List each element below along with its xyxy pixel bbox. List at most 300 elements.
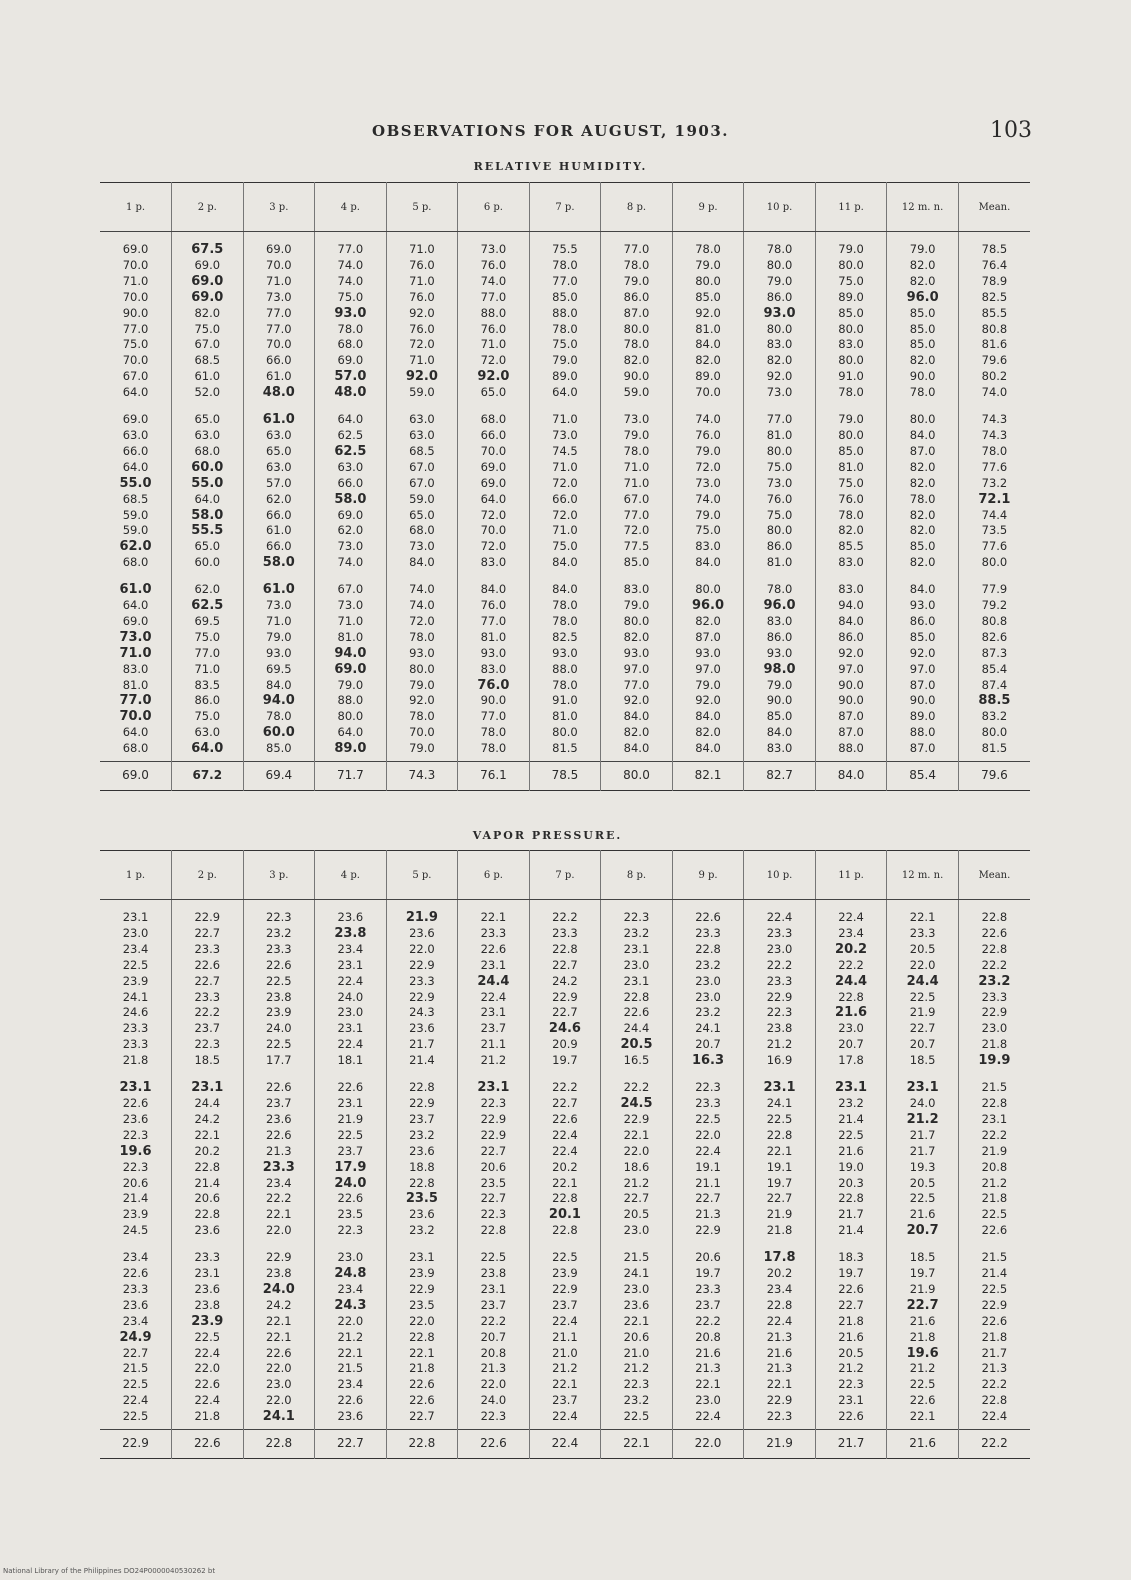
cell-value: 22.5 — [266, 973, 292, 988]
cell-value: 23.3 — [552, 925, 578, 940]
page-number: 103 — [990, 118, 1032, 143]
cell-value: 93.0 — [763, 305, 796, 321]
cell-value: 22.6 — [122, 1266, 149, 1281]
cell-value: 80.0 — [766, 523, 793, 538]
cell-value: 21.6 — [838, 1329, 864, 1344]
column-header: 2 p. — [172, 183, 244, 232]
mean-cell: 69.0 — [100, 762, 172, 791]
cell-value: 21.9 — [981, 1143, 1008, 1158]
cell-value: 22.0 — [409, 941, 435, 956]
cell-value: 22.1 — [766, 1143, 793, 1158]
cell-value: 22.6 — [981, 925, 1008, 940]
cell-value: 23.3 — [695, 925, 721, 940]
cell-value: 80.0 — [623, 321, 650, 336]
cell-value: 75.0 — [695, 523, 721, 538]
cell-value: 85.5 — [838, 539, 864, 554]
cell-value: 85.0 — [909, 337, 936, 352]
cell-value: 92.0 — [838, 645, 864, 660]
cell-value: 22.6 — [194, 1377, 221, 1392]
cell-value: 78.0 — [766, 582, 793, 597]
cell-value: 22.1 — [409, 1345, 435, 1360]
cell-value: 23.6 — [194, 1223, 221, 1238]
cell-value: 20.3 — [838, 1175, 864, 1190]
cell-value: 61.0 — [266, 523, 292, 538]
cell-value: 76.0 — [480, 598, 507, 613]
mean-cell: 84.0 — [815, 762, 887, 791]
mean-cell: 22.7 — [315, 1430, 387, 1459]
cell-value: 23.7 — [480, 1297, 507, 1312]
cell-value: 82.0 — [695, 613, 721, 628]
cell-value: 24.6 — [122, 1005, 149, 1020]
cell-value: 23.1 — [191, 1080, 224, 1096]
cell-value: 21.5 — [122, 1361, 149, 1376]
cell-value: 83.2 — [981, 709, 1008, 724]
cell-value: 61.0 — [194, 369, 221, 384]
cell-value: 79.0 — [838, 412, 864, 427]
cell-value: 79.0 — [766, 677, 793, 692]
table-cell — [315, 1243, 387, 1429]
cell-value: 21.8 — [981, 1037, 1008, 1052]
cell-value: 19.7 — [766, 1175, 793, 1190]
cell-value: 74.0 — [695, 491, 721, 506]
cell-value: 21.4 — [838, 1111, 864, 1126]
cell-value: 93.0 — [623, 645, 650, 660]
cell-value: 89.0 — [838, 289, 864, 304]
cell-value: 88.0 — [552, 305, 578, 320]
cell-value: 74.0 — [337, 257, 364, 272]
cell-value: 23.4 — [266, 1175, 292, 1190]
cell-value: 77.0 — [119, 693, 152, 709]
mean-cell: 79.6 — [958, 762, 1030, 791]
cell-value: 22.5 — [194, 1329, 221, 1344]
cell-value: 22.4 — [766, 910, 793, 924]
cell-value: 67.0 — [409, 459, 435, 474]
cell-value: 76.0 — [477, 677, 510, 693]
cell-value: 78.0 — [552, 677, 578, 692]
cell-value: 68.0 — [122, 555, 149, 570]
cell-value: 82.0 — [695, 725, 721, 740]
cell-value: 21.8 — [194, 1409, 221, 1424]
cell-value: 23.1 — [981, 1111, 1008, 1126]
cell-value: 22.0 — [695, 1127, 721, 1142]
table-cell — [458, 1243, 530, 1429]
cell-value: 73.0 — [409, 539, 435, 554]
cell-value: 23.1 — [835, 1080, 868, 1096]
cell-value: 22.5 — [480, 1250, 507, 1265]
cell-value: 75.0 — [122, 337, 149, 352]
cell-value: 23.1 — [623, 941, 650, 956]
cell-value: 74.0 — [695, 412, 721, 427]
cell-value: 64.0 — [122, 459, 149, 474]
cell-value: 22.8 — [409, 1329, 435, 1344]
cell-value: 80.0 — [552, 725, 578, 740]
cell-value: 22.2 — [552, 910, 578, 924]
table-cell — [887, 1243, 959, 1429]
cell-value: 23.5 — [337, 1207, 364, 1222]
cell-value: 82.5 — [981, 289, 1008, 304]
cell-value: 22.7 — [766, 1191, 793, 1206]
cell-value: 77.0 — [480, 289, 507, 304]
cell-value: 18.1 — [337, 1053, 364, 1068]
cell-value: 19.9 — [978, 1053, 1011, 1069]
column-header: 11 p. — [815, 851, 887, 900]
mean-cell: 82.1 — [672, 762, 744, 791]
mean-cell: 71.7 — [315, 762, 387, 791]
column-header: 4 p. — [315, 851, 387, 900]
cell-value: 21.9 — [405, 910, 438, 925]
cell-value: 20.5 — [909, 941, 936, 956]
cell-value: 70.0 — [122, 257, 149, 272]
cell-value: 21.3 — [766, 1329, 793, 1344]
cell-value: 59.0 — [409, 385, 435, 400]
cell-value: 84.0 — [623, 741, 650, 756]
cell-value: 69.0 — [122, 412, 149, 427]
page-title: OBSERVATIONS FOR AUGUST, 1903. — [372, 122, 730, 140]
cell-value: 23.7 — [266, 1095, 292, 1110]
table-cell — [386, 1073, 458, 1243]
cell-value: 71.0 — [623, 475, 650, 490]
cell-value: 81.0 — [766, 427, 793, 442]
cell-value: 82.0 — [766, 353, 793, 368]
table-cell — [958, 1073, 1030, 1243]
cell-value: 85.0 — [909, 539, 936, 554]
cell-value: 74.0 — [409, 598, 435, 613]
cell-value: 21.6 — [909, 1313, 936, 1328]
cell-value: 68.0 — [122, 741, 149, 756]
cell-value: 23.7 — [409, 1111, 435, 1126]
table-row — [100, 900, 1030, 1074]
cell-value: 22.7 — [552, 957, 578, 972]
cell-value: 21.8 — [409, 1361, 435, 1376]
cell-value: 22.1 — [266, 1207, 292, 1222]
cell-value: 68.0 — [337, 337, 364, 352]
cell-value: 21.8 — [838, 1313, 864, 1328]
cell-value: 79.2 — [981, 598, 1008, 613]
cell-value: 22.3 — [623, 910, 650, 924]
cell-value: 24.2 — [552, 973, 578, 988]
cell-value: 22.8 — [981, 910, 1008, 924]
cell-value: 87.0 — [838, 725, 864, 740]
cell-value: 23.4 — [337, 941, 364, 956]
cell-value: 80.0 — [695, 582, 721, 597]
cell-value: 22.0 — [266, 1393, 292, 1408]
table-cell — [100, 575, 172, 761]
cell-value: 71.0 — [122, 273, 149, 288]
cell-value: 66.0 — [122, 443, 149, 458]
cell-value: 22.8 — [552, 1223, 578, 1238]
relative-humidity-title: RELATIVE HUMIDITY. — [473, 160, 648, 173]
table-cell — [815, 232, 887, 406]
cell-value: 62.5 — [191, 598, 224, 614]
cell-value: 21.6 — [695, 1345, 721, 1360]
cell-value: 22.9 — [981, 1005, 1008, 1020]
cell-value: 22.7 — [409, 1409, 435, 1424]
table-cell — [601, 232, 673, 406]
cell-value: 72.0 — [480, 539, 507, 554]
cell-value: 21.4 — [194, 1175, 221, 1190]
cell-value: 87.0 — [623, 305, 650, 320]
cell-value: 78.0 — [981, 443, 1008, 458]
mean-cell: 76.1 — [458, 762, 530, 791]
cell-value: 22.6 — [337, 1080, 364, 1095]
mean-cell: 69.4 — [243, 762, 315, 791]
cell-value: 20.6 — [122, 1175, 149, 1190]
column-header: 4 p. — [315, 183, 387, 232]
cell-value: 19.6 — [119, 1143, 152, 1159]
cell-value: 88.0 — [337, 693, 364, 708]
cell-value: 81.0 — [695, 321, 721, 336]
cell-value: 22.3 — [766, 1409, 793, 1424]
cell-value: 22.9 — [766, 989, 793, 1004]
cell-value: 80.0 — [409, 661, 435, 676]
cell-value: 20.6 — [695, 1250, 721, 1265]
cell-value: 23.3 — [122, 1021, 149, 1036]
cell-value: 22.6 — [266, 1345, 292, 1360]
cell-value: 55.5 — [191, 523, 224, 539]
cell-value: 22.9 — [194, 910, 221, 924]
mean-cell: 22.6 — [172, 1430, 244, 1459]
cell-value: 89.0 — [909, 709, 936, 724]
column-header: 8 p. — [601, 183, 673, 232]
cell-value: 85.0 — [266, 741, 292, 756]
cell-value: 22.7 — [695, 1191, 721, 1206]
cell-value: 77.0 — [266, 321, 292, 336]
cell-value: 21.3 — [266, 1143, 292, 1158]
cell-value: 24.0 — [480, 1393, 507, 1408]
table-cell — [458, 405, 530, 575]
cell-value: 23.4 — [337, 1281, 364, 1296]
cell-value: 85.0 — [695, 289, 721, 304]
cell-value: 23.1 — [337, 1095, 364, 1110]
cell-value: 24.6 — [548, 1021, 581, 1037]
cell-value: 87.0 — [909, 677, 936, 692]
cell-value: 62.5 — [337, 427, 364, 442]
cell-value: 22.5 — [909, 1377, 936, 1392]
cell-value: 23.6 — [337, 1409, 364, 1424]
cell-value: 84.0 — [695, 555, 721, 570]
cell-value: 19.1 — [695, 1159, 721, 1174]
cell-value: 83.0 — [695, 539, 721, 554]
table-cell — [172, 1243, 244, 1429]
cell-value: 82.0 — [909, 507, 936, 522]
cell-value: 23.1 — [337, 957, 364, 972]
mean-cell: 21.7 — [815, 1430, 887, 1459]
cell-value: 90.0 — [838, 693, 864, 708]
cell-value: 22.7 — [194, 925, 221, 940]
mean-cell: 22.9 — [100, 1430, 172, 1459]
cell-value: 20.7 — [906, 1223, 939, 1239]
cell-value: 70.0 — [122, 289, 149, 304]
cell-value: 80.0 — [838, 353, 864, 368]
table-cell — [315, 232, 387, 406]
cell-value: 22.8 — [981, 941, 1008, 956]
cell-value: 19.3 — [909, 1159, 936, 1174]
cell-value: 82.0 — [909, 475, 936, 490]
cell-value: 69.0 — [266, 242, 292, 256]
cell-value: 79.0 — [409, 677, 435, 692]
cell-value: 24.2 — [266, 1297, 292, 1312]
cell-value: 86.0 — [766, 289, 793, 304]
cell-value: 21.2 — [906, 1111, 939, 1127]
cell-value: 83.0 — [838, 555, 864, 570]
cell-value: 23.3 — [695, 1281, 721, 1296]
cell-value: 24.3 — [334, 1297, 367, 1313]
cell-value: 22.3 — [266, 910, 292, 924]
cell-value: 18.5 — [909, 1250, 936, 1265]
cell-value: 22.7 — [909, 1021, 936, 1036]
cell-value: 22.5 — [623, 1409, 650, 1424]
cell-value: 21.3 — [766, 1361, 793, 1376]
cell-value: 97.0 — [623, 661, 650, 676]
cell-value: 22.3 — [337, 1223, 364, 1238]
cell-value: 78.0 — [552, 257, 578, 272]
cell-value: 92.0 — [623, 693, 650, 708]
cell-value: 52.0 — [194, 385, 221, 400]
cell-value: 22.0 — [480, 1377, 507, 1392]
cell-value: 76.0 — [480, 321, 507, 336]
cell-value: 66.0 — [266, 539, 292, 554]
table-cell — [243, 1243, 315, 1429]
cell-value: 98.0 — [763, 661, 796, 677]
table-cell — [958, 900, 1030, 1074]
cell-value: 22.8 — [623, 989, 650, 1004]
cell-value: 77.0 — [623, 507, 650, 522]
cell-value: 67.0 — [623, 491, 650, 506]
cell-value: 22.6 — [409, 1377, 435, 1392]
table-cell — [458, 232, 530, 406]
cell-value: 71.0 — [409, 273, 435, 288]
cell-value: 69.0 — [194, 257, 221, 272]
cell-value: 69.5 — [194, 613, 221, 628]
cell-value: 65.0 — [480, 385, 507, 400]
cell-value: 83.0 — [766, 741, 793, 756]
cell-value: 23.6 — [194, 1281, 221, 1296]
mean-cell: 22.4 — [529, 1430, 601, 1459]
cell-value: 22.2 — [266, 1191, 292, 1206]
cell-value: 21.7 — [909, 1127, 936, 1142]
cell-value: 23.2 — [623, 925, 650, 940]
table-cell — [529, 900, 601, 1074]
cell-value: 64.0 — [191, 741, 224, 757]
cell-value: 90.0 — [838, 677, 864, 692]
table-cell — [672, 575, 744, 761]
cell-value: 23.6 — [409, 1207, 435, 1222]
cell-value: 82.0 — [695, 353, 721, 368]
cell-value: 22.4 — [552, 1313, 578, 1328]
cell-value: 22.1 — [266, 1313, 292, 1328]
cell-value: 21.2 — [623, 1175, 650, 1190]
mean-cell: 82.7 — [744, 762, 816, 791]
cell-value: 22.0 — [194, 1361, 221, 1376]
table-cell — [243, 1073, 315, 1243]
cell-value: 21.4 — [981, 1266, 1008, 1281]
mean-cell: 85.4 — [887, 762, 959, 791]
cell-value: 86.0 — [194, 693, 221, 708]
cell-value: 72.0 — [552, 507, 578, 522]
cell-value: 24.0 — [909, 1095, 936, 1110]
table-cell — [744, 575, 816, 761]
cell-value: 22.7 — [480, 1143, 507, 1158]
cell-value: 96.0 — [691, 598, 725, 614]
cell-value: 19.6 — [906, 1345, 939, 1361]
cell-value: 19.7 — [838, 1266, 864, 1281]
column-header: 3 p. — [243, 183, 315, 232]
cell-value: 21.5 — [981, 1250, 1008, 1265]
cell-value: 79.0 — [909, 242, 936, 256]
cell-value: 92.0 — [409, 693, 435, 708]
cell-value: 24.2 — [194, 1111, 221, 1126]
cell-value: 23.0 — [695, 1393, 721, 1408]
cell-value: 23.8 — [480, 1266, 507, 1281]
cell-value: 64.0 — [122, 385, 149, 400]
cell-value: 23.3 — [122, 1037, 149, 1052]
cell-value: 22.1 — [623, 1313, 650, 1328]
table-cell — [100, 900, 172, 1074]
cell-value: 22.1 — [480, 910, 507, 924]
cell-value: 21.3 — [695, 1207, 721, 1222]
cell-value: 55.0 — [191, 475, 224, 491]
cell-value: 79.0 — [766, 273, 793, 288]
cell-value: 70.0 — [119, 709, 152, 725]
cell-value: 82.0 — [909, 273, 936, 288]
cell-value: 22.3 — [122, 1127, 149, 1142]
cell-value: 78.0 — [766, 242, 793, 256]
cell-value: 23.7 — [695, 1297, 721, 1312]
column-header: 12 m. n. — [887, 851, 959, 900]
cell-value: 22.8 — [695, 941, 721, 956]
cell-value: 20.5 — [620, 1037, 653, 1053]
cell-value: 77.5 — [623, 539, 650, 554]
cell-value: 21.4 — [409, 1053, 435, 1068]
column-header: 5 p. — [386, 183, 458, 232]
cell-value: 21.0 — [623, 1345, 650, 1360]
cell-value: 22.2 — [981, 957, 1008, 972]
cell-value: 23.1 — [477, 1080, 510, 1096]
cell-value: 80.0 — [909, 412, 936, 427]
cell-value: 78.0 — [409, 709, 435, 724]
cell-value: 73.0 — [695, 475, 721, 490]
cell-value: 21.5 — [981, 1080, 1008, 1095]
cell-value: 22.2 — [623, 1080, 650, 1095]
cell-value: 85.4 — [981, 661, 1008, 676]
cell-value: 22.7 — [623, 1191, 650, 1206]
cell-value: 23.2 — [623, 1393, 650, 1408]
cell-value: 22.8 — [194, 1159, 221, 1174]
cell-value: 80.8 — [981, 613, 1008, 628]
cell-value: 23.0 — [623, 1223, 650, 1238]
cell-value: 23.8 — [194, 1297, 221, 1312]
cell-value: 76.0 — [409, 257, 435, 272]
cell-value: 23.2 — [409, 1127, 435, 1142]
cell-value: 22.6 — [838, 1281, 864, 1296]
cell-value: 68.0 — [409, 523, 435, 538]
vapor-pressure-title: VAPOR PRESSURE. — [472, 829, 623, 842]
cell-value: 82.0 — [909, 353, 936, 368]
cell-value: 23.7 — [337, 1143, 364, 1158]
cell-value: 22.8 — [766, 1297, 793, 1312]
table-cell — [243, 900, 315, 1074]
table-cell — [958, 405, 1030, 575]
cell-value: 21.1 — [695, 1175, 721, 1190]
cell-value: 93.0 — [766, 645, 793, 660]
cell-value: 18.3 — [838, 1250, 864, 1265]
cell-value: 93.0 — [480, 645, 507, 660]
cell-value: 22.5 — [766, 1111, 793, 1126]
cell-value: 23.4 — [337, 1377, 364, 1392]
table-cell — [815, 900, 887, 1074]
cell-value: 22.2 — [838, 957, 864, 972]
cell-value: 71.0 — [119, 645, 152, 661]
